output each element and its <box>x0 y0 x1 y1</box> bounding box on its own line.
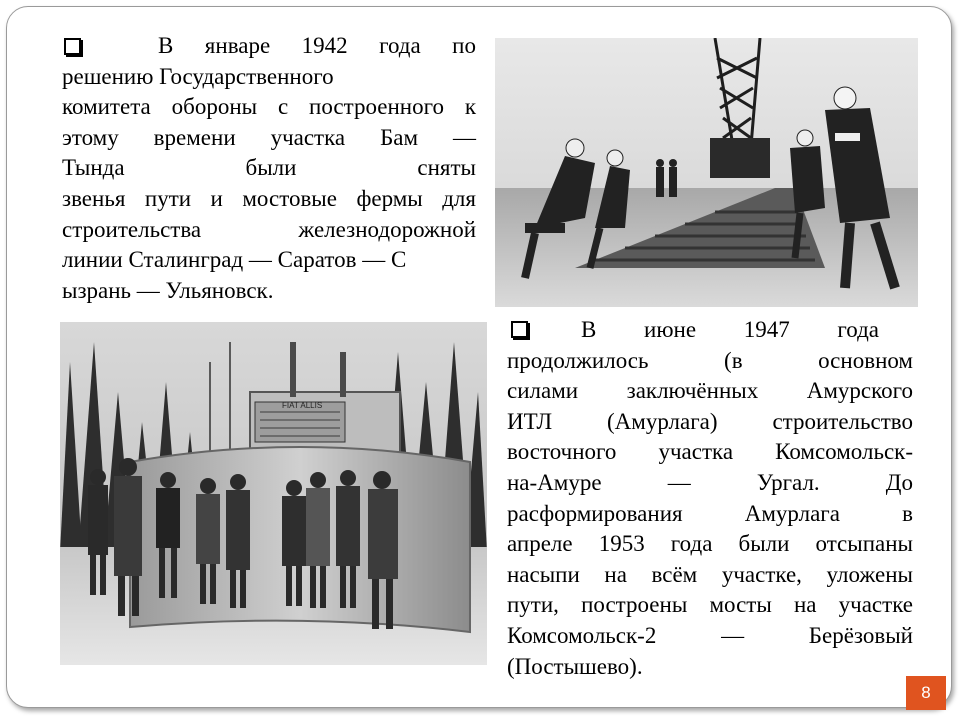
paragraph-2-line: Комсомольск-2 — Берёзовый <box>507 622 913 648</box>
paragraph-2-line: В июне 1947 года <box>581 317 879 342</box>
paragraph-1-line: Тында были сняты <box>62 155 476 181</box>
paragraph-2-line: ИТЛ (Амурлага) строительство <box>507 408 913 434</box>
paragraph-2-line: пути, построены мосты на участке <box>507 592 913 618</box>
photo-bulldozer-workers <box>60 322 487 665</box>
paragraph-2-line: на-Амуре — Ургал. До <box>507 469 913 495</box>
photo-rail-workers <box>495 38 918 307</box>
paragraph-2-line: силами заключённых Амурского <box>507 378 913 404</box>
paragraph-1-line: строительства железнодорожной <box>62 216 476 242</box>
paragraph-1-line: ызрань — Ульяновск. <box>62 277 274 303</box>
paragraph-2-line: восточного участка Комсомольск- <box>507 439 913 465</box>
paragraph-1 <box>62 31 476 306</box>
paragraph-2-line: (Постышево). <box>507 653 643 679</box>
paragraph-1-line: этому времени участка Бам — <box>62 124 476 150</box>
paragraph-2-line: апреле 1953 года были отсыпаны <box>507 531 913 557</box>
machine-label: FIAT ALLIS <box>282 401 323 410</box>
paragraph-1-line: комитета обороны с построенного к <box>62 94 476 120</box>
paragraph-1-line: линии Сталинград — Саратов — С <box>62 247 407 273</box>
paragraph-1-line: решению Государственного <box>62 63 334 89</box>
page-number: 8 <box>921 683 931 702</box>
paragraph-2 <box>507 315 913 682</box>
paragraph-1-line: В январе 1942 года по <box>158 33 476 58</box>
paragraph-2-line: расформирования Амурлага в <box>507 500 913 526</box>
paragraph-2-line: насыпи на всём участке, уложены <box>507 561 913 587</box>
paragraph-2-line: продолжилось (в основном <box>507 347 913 373</box>
paragraph-1-line: звенья пути и мостовые фермы для <box>62 185 476 211</box>
page-number-badge <box>906 676 946 710</box>
